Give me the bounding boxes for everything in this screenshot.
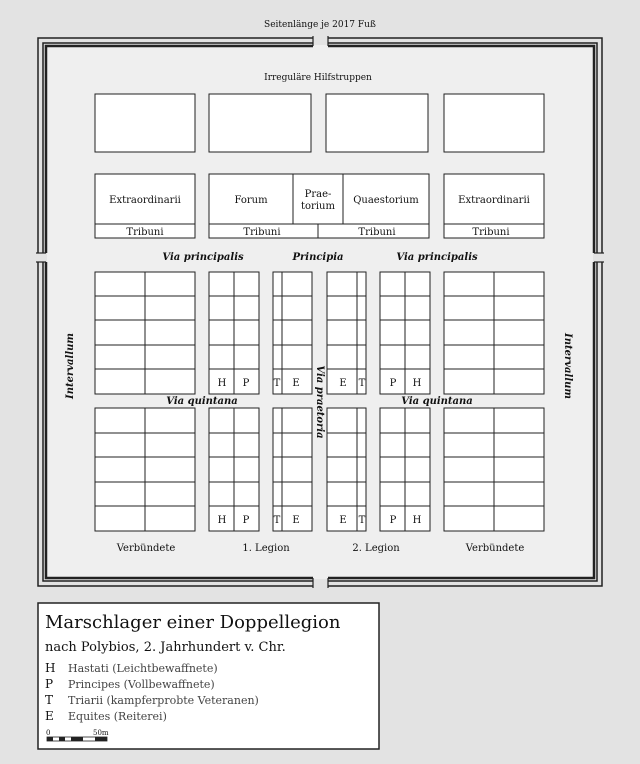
irregular-block-1: [95, 94, 195, 152]
tribuni-label-3: Tribuni: [358, 227, 396, 238]
equites-letter-l1-upper: E: [292, 378, 300, 389]
via-principalis-right-label: Via principalis: [396, 252, 478, 263]
equites-letter-l2-lower: E: [339, 515, 347, 526]
allies-left-lower-block: [95, 408, 195, 531]
legend-text-h: Hastati (Leichtbewaffnete): [68, 662, 218, 675]
tribuni-label-2: Tribuni: [243, 227, 281, 238]
legion2-ph-upper-block: [380, 272, 430, 394]
tribuni-label-4: Tribuni: [472, 227, 510, 238]
legion1-te-upper-block: [273, 272, 312, 394]
hastati-letter-l1-lower: H: [217, 515, 227, 526]
allies-left-label: Verbündete: [116, 543, 176, 554]
quaestorium-label: Quaestorium: [353, 195, 419, 206]
hastati-letter-l2-upper: H: [412, 378, 422, 389]
intervallum-left-label: Intervallum: [65, 333, 76, 399]
tribuni-label-1: Tribuni: [126, 227, 164, 238]
equites-letter-l1-lower: E: [292, 515, 300, 526]
legend: [38, 603, 379, 749]
via-quintana-left-label: Via quintana: [166, 396, 238, 407]
principes-letter-l2-upper: P: [389, 378, 397, 389]
principes-letter-l2-lower: P: [389, 515, 397, 526]
principes-letter-l1-upper: P: [242, 378, 250, 389]
triarii-letter-l2-upper: T: [358, 378, 366, 389]
legion1-hp-lower-block: [209, 408, 259, 531]
legion-2-label: 2. Legion: [352, 543, 400, 554]
legion2-ph-lower-block: [380, 408, 430, 531]
forum-label: Forum: [234, 195, 268, 206]
legion2-et-upper-block: [327, 272, 366, 394]
triarii-letter-l2-lower: T: [358, 515, 366, 526]
principia-label: Principia: [292, 252, 344, 263]
allies-left-upper-block: [95, 272, 195, 394]
irregular-troops-label: Irreguläre Hilfstruppen: [264, 73, 372, 83]
allies-right-lower-block: [444, 408, 544, 531]
legend-key-t: T: [45, 693, 54, 707]
allies-right-label: Verbündete: [465, 543, 525, 554]
intervallum-right-label: Intervallum: [562, 333, 573, 399]
legend-key-h: H: [45, 661, 56, 675]
hastati-letter-l2-lower: H: [412, 515, 422, 526]
irregular-block-4: [444, 94, 544, 152]
legend-key-e: E: [45, 709, 54, 723]
extraordinarii-right-label: Extraordinarii: [458, 195, 530, 206]
irregular-block-2: [209, 94, 311, 152]
triarii-letter-l1-upper: T: [273, 378, 281, 389]
legion1-hp-upper-block: [209, 272, 259, 394]
via-principalis-left-label: Via principalis: [162, 252, 244, 263]
extraordinarii-left-label: Extraordinarii: [109, 195, 181, 206]
legend-text-e: Equites (Reiterei): [68, 710, 167, 723]
via-praetoria-label: Via praetoria: [314, 365, 325, 439]
legend-text-t: Triarii (kampferprobte Veteranen): [68, 694, 259, 707]
irregular-block-3: [326, 94, 428, 152]
scale-start-label: 0: [46, 729, 51, 737]
equites-letter-l2-upper: E: [339, 378, 347, 389]
praetorium-label-line2: torium: [301, 201, 335, 212]
hastati-letter-l1-upper: H: [217, 378, 227, 389]
praetorium-label-line1: Prae-: [304, 189, 332, 200]
legend-text-p: Principes (Vollbewaffnete): [68, 678, 215, 691]
allies-right-upper-block: [444, 272, 544, 394]
triarii-letter-l1-lower: T: [273, 515, 281, 526]
legend-subtitle: nach Polybios, 2. Jahrhundert v. Chr.: [45, 640, 286, 655]
principes-letter-l1-lower: P: [242, 515, 250, 526]
legend-key-p: P: [45, 677, 54, 691]
scale-end-label: 50m: [93, 729, 109, 737]
legion1-te-lower-block: [273, 408, 312, 531]
legion2-et-lower-block: [327, 408, 366, 531]
side-length-label: Seitenlänge je 2017 Fuß: [264, 20, 376, 30]
legion-1-label: 1. Legion: [242, 543, 290, 554]
legend-title: Marschlager einer Doppellegion: [45, 612, 341, 633]
via-quintana-right-label: Via quintana: [401, 396, 473, 407]
